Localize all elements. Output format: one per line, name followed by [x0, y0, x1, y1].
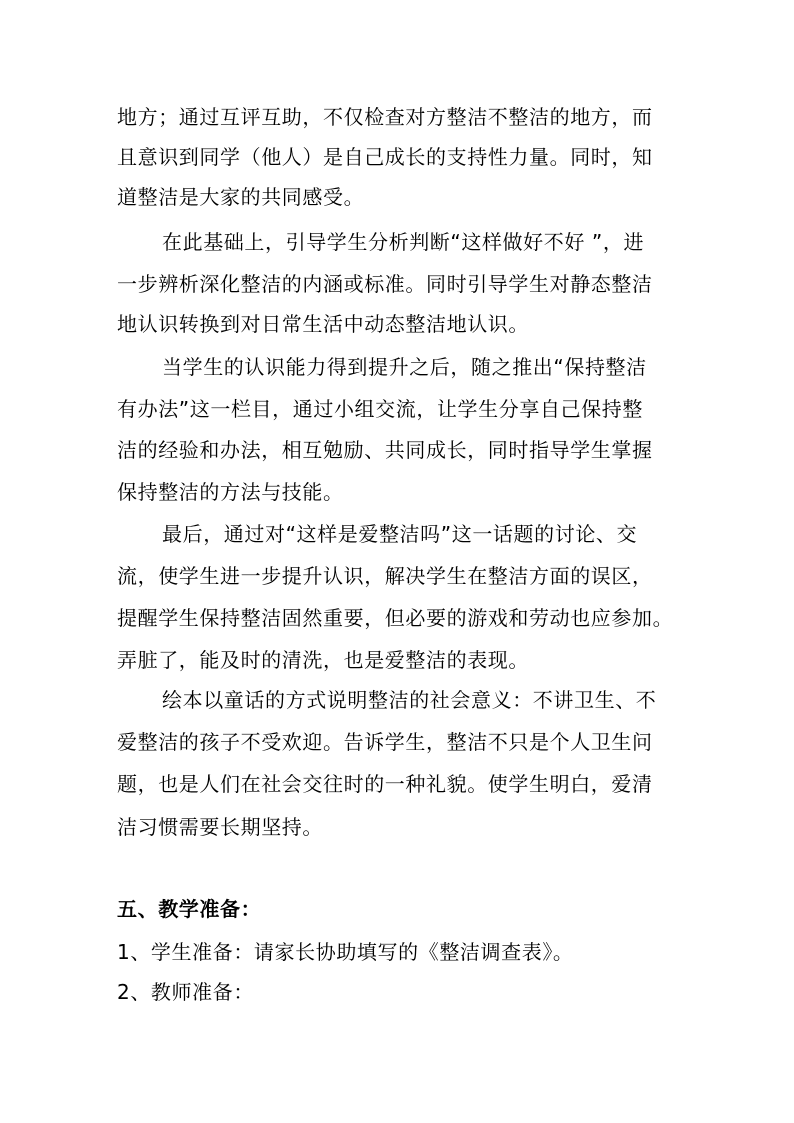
section-5-item-1: 1、学生准备：请家长协助填写的《整洁调查表》。	[117, 940, 574, 964]
paragraph-5-line-3: 题，也是人们在社会交往时的一种礼貌。使学生明白，爱清	[117, 772, 653, 796]
paragraph-5-line-1: 绘本以童话的方式说明整洁的社会意义：不讲卫生、不	[162, 688, 657, 712]
paragraph-2-line-3: 地认识转换到对日常生活中动态整洁地认识。	[117, 312, 529, 336]
paragraph-3-line-3: 洁的经验和办法，相互勉励、共同成长，同时指导学生掌握	[117, 438, 653, 462]
paragraph-1-line-2: 且意识到同学（他人）是自己成长的支持性力量。同时，知	[117, 145, 653, 169]
paragraph-5-line-4: 洁习惯需要长期坚持。	[117, 815, 323, 839]
paragraph-5-line-2: 爱整洁的孩子不受欢迎。告诉学生，整洁不只是个人卫生问	[117, 730, 653, 754]
paragraph-2-line-2: 一步辨析深化整洁的内涵或标准。同时引导学生对静态整洁	[117, 272, 653, 296]
paragraph-1-line-3: 道整洁是大家的共同感受。	[117, 185, 365, 209]
paragraph-4-line-2: 流，使学生进一步提升认识，解决学生在整洁方面的误区，	[117, 564, 653, 588]
paragraph-3-line-1: 当学生的认识能力得到提升之后，随之推出“保持整洁	[162, 355, 647, 379]
paragraph-3-line-2: 有办法”这一栏目，通过小组交流，让学生分享自己保持整	[117, 397, 643, 421]
paragraph-4-line-1: 最后，通过对“这样是爱整洁吗”这一话题的讨论、交	[162, 522, 638, 546]
section-5-heading: 五、教学准备：	[117, 897, 262, 921]
paragraph-1-line-1: 地方；通过互评互助，不仅检查对方整洁不整洁的地方，而	[117, 105, 653, 129]
paragraph-3-line-4: 保持整洁的方法与技能。	[117, 480, 344, 504]
paragraph-4-line-4: 弄脏了，能及时的清洗，也是爱整洁的表现。	[117, 648, 529, 672]
section-5-item-2: 2、教师准备：	[117, 980, 254, 1004]
paragraph-4-line-3: 提醒学生保持整洁固然重要，但必要的游戏和劳动也应参加。	[117, 606, 674, 630]
paragraph-2-line-1: 在此基础上，引导学生分析判断“这样做好不好 ”，进	[162, 230, 645, 254]
